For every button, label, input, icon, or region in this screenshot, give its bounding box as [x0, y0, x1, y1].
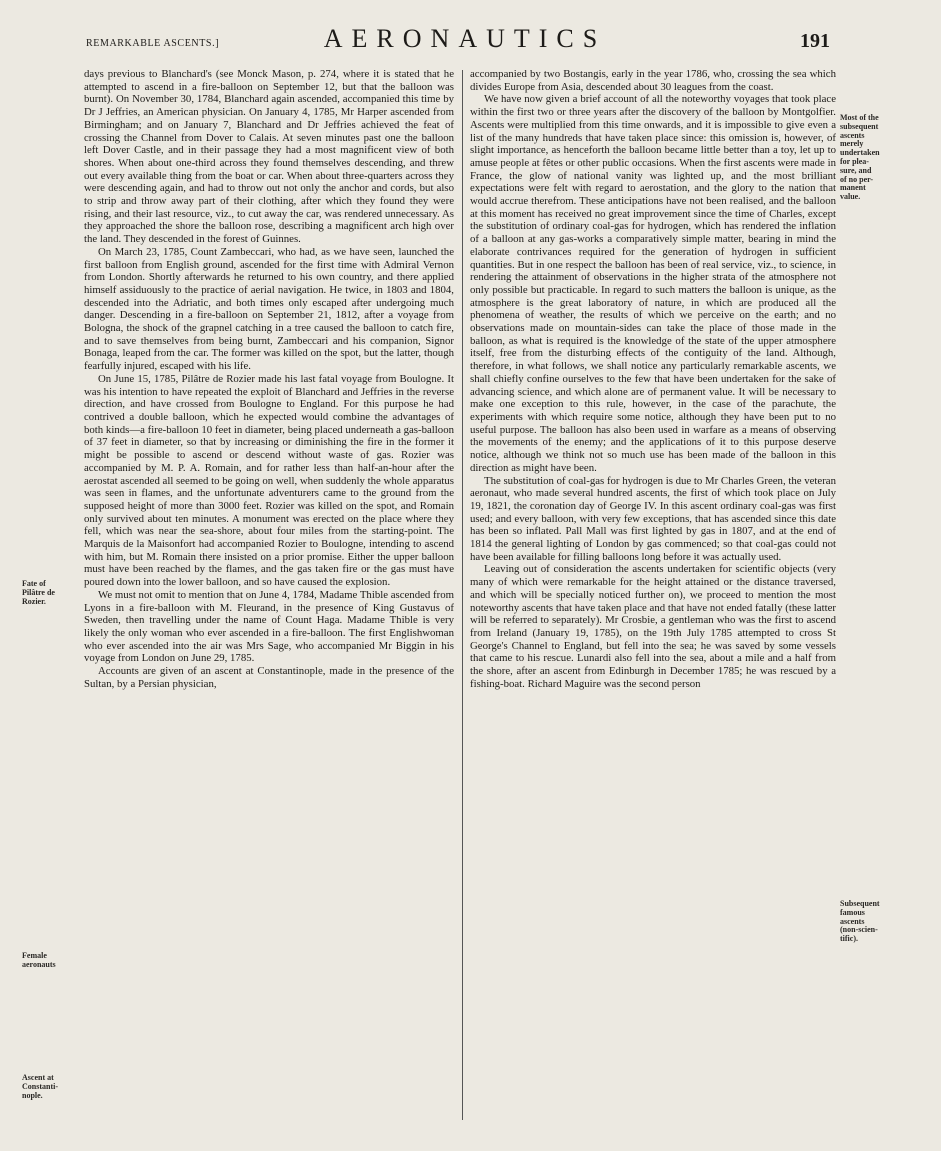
page-number: 191 — [800, 30, 830, 52]
paragraph: The substitution of coal-gas for hydrogen is due to Mr Charles Green, the veteran aeronaut, who made several hundred ascents, the first of which took place on July 19, 1821, the coronation day of George IV. In this ascent ordinary coal-gas was first used; and every balloon, with very few exceptions, that has ascended since this date has been so inflated. Pall Mall was first lighted by gas in 1807, and at the end of 1814 the general lighting of London by gas commenced; so that coal-gas could not have been available for filling balloons long before it was actually used. — [470, 474, 836, 563]
paragraph: Leaving out of consideration the ascents undertaken for scientific objects (very many of which were remarkable for the height attained or the distance traversed, and which will be specially noticed further on), we proceed to mention the most noteworthy ascents that have taken place and that have not ended fatally (these latter will be referred to separately). Mr Crosbie, a gentleman who was the first to ascend from Ireland (January 19, 1785), on the 19th July 1785 attempted to cross St George's Channel to England, but fell into the sea; he was saved by some vessels that came to his rescue. Lunardi also fell into the sea, about a mile and a half from the shore, after an ascent from Edinburgh in December 1785; he was rescued by a fishing-boat. Richard Maguire was the second person — [470, 563, 836, 690]
paragraph: Accounts are given of an ascent at Constantinople, made in the presence of the Sultan, by a Persian physician, — [84, 665, 454, 690]
running-title: REMARKABLE ASCENTS.] — [86, 38, 220, 49]
paragraph: accompanied by two Bostangis, early in the year 1786, who, crossing the sea which divides Europe from Asia, descended about 30 leagues from the coast. — [470, 68, 836, 93]
paragraph: We must not omit to mention that on June 4, 1784, Madame Thible ascended from Lyons in a fire-balloon with M. Fleurand, in the presence of King Gustavus of Sweden, then travelling under the name of Count Haga. Madame Thible is very likely the only woman who ever ascended in a fire-balloon. The first Englishwoman who ever ascended into the air was Mrs Sage, who accompanied Mr Biggin in his voyage from London on June 29, 1785. — [84, 588, 454, 665]
margin-note-female-aeronauts: Female aeronauts — [22, 951, 56, 969]
right-column — [470, 68, 836, 1148]
paragraph: We have now given a brief account of all the noteworthy voyages that took place within the first two or three years after the discovery of the balloon by Montgolfier. Ascents were multiplied from this time onwards, and it is impossible to give even a list of the many hundreds that have taken place since: this omission is, however, of slight importance, as henceforth the balloon became little better than a toy, let up to amuse people at fêtes or other public occasions. When the first ascents were made in France, the glow of national vanity was lighted up, and the most brilliant expectations were felt with regard to aerostation, and the glory to the nation that would accrue therefrom. These anticipations have not been realised, and the balloon at this moment has received no great improvement since the time of Charles, except the substitution of ordinary coal-gas for hydrogen, which has rendered the inflation of a balloon at any gas-works a comparatively simple matter, bearing in mind the elaborate contrivances required for the generation of hydrogen in sufficient quantities. But in one respect the balloon has been of real service, viz., to science, in rendering the attainment of observations in the higher strata of the atmosphere not only possible but practicable. In regard to such matters the balloon is unique, as the atmosphere is the great laboratory of nature, in which are produced all the phenomena of weather, the results of which we perceive on the earth; and no observations made on mountain-sides can take the place of those made in the balloon, as what is required is the knowledge of the state of the upper atmosphere itself, free from the disturbing effects of the contiguity of the land. Although, therefore, in what follows, we shall notice any particularly remarkable ascents, we shall chiefly confine ourselves to the few that have been undertaken for the sake of advancing science, and which alone are of permanent value. It will be necessary to make one exception to this rule, however, in the case of the parachute, the experiments with which require some notice, although they have been put to no useful purpose. The balloon has also been used in warfare as a means of observing the movements of the enemy; and the applications of it to this purpose deserve notice, although we think not so much use has been made of the balloon in this direction as might have been. — [470, 93, 836, 474]
margin-note-subsequent-ascents: Most of the subsequent ascents merely undertaken for plea- sure, and of no per- manent value. — [840, 113, 880, 202]
paragraph: On March 23, 1785, Count Zambeccari, who had, as we have seen, launched the first balloon from English ground, ascended for the first time with Admiral Vernon from London. Shortly afterwards he returned to his own country, and there applied himself assiduously to the practice of aerial navigation. He twice, in 1803 and 1804, descended into the Adriatic, and both times only escaped after undergoing much danger. Descending in a fire-balloon on September 21, 1812, after a voyage from Bologna, the shock of the grapnel catching in a tree caused the balloon to catch fire, and to save themselves from being burnt, Zambeccari and his companion, Signor Bonaga, leaped from the car. The former was killed on the spot, but the latter, though fearfully injured, escaped with his life. — [84, 245, 454, 373]
left-column — [84, 68, 454, 1148]
margin-note-fate-of-rozier: Fate of Pilâtre de Rozier. — [22, 579, 55, 606]
column-divider — [462, 70, 463, 1120]
margin-note-famous-ascents: Subsequent famous ascents (non-scien- tific). — [840, 899, 880, 944]
paragraph: On June 15, 1785, Pilâtre de Rozier made his last fatal voyage from Boulogne. It was his intention to have repeated the exploit of Blanchard and Jeffries in the reverse direction, and have crossed from Boulogne to England. For this purpose he had contrived a double balloon, which he expected would combine the advantages of both kinds—a fire-balloon 10 feet in diameter, being placed underneath a gas-balloon of 37 feet in diameter, so that by increasing or diminishing the fire in the former it might be possible to ascend or descend without waste of gas. Rozier was accompanied by M. P. A. Romain, and for rather less than half-an-hour after the aerostat ascended all seemed to be going on well, when suddenly the whole apparatus was seen in flames, and the unfortunate adventurers came to the ground from the supposed height of more than 3000 feet. Rozier was killed on the spot, and Romain only survived about ten minutes. A monument was erected on the place where they fell, which was near the sea-shore, about four miles from the starting-point. The Marquis de la Maisonfort had accompanied Rozier to Boulogne, intending to ascend with him, but M. Romain there insisted on a prior promise. Either the upper balloon must have been reached by the flames, and the gas taken fire or the gas must have poured down into the lower balloon, and so have caused the explosion. — [84, 372, 454, 589]
page-title: AERONAUTICS — [323, 24, 607, 53]
paragraph: days previous to Blanchard's (see Monck Mason, p. 274, where it is stated that he attempted to ascend in a fire-balloon on September 12, but that the balloon was burnt). On November 30, 1784, Blanchard again ascended, accompanied this time by Dr J Jeffries, an American physician. On January 4, 1785, Mr Harper ascended from Birmingham; and on January 7, Blanchard and Dr Jeffries achieved the feat of crossing the Channel from Dover to Calais. At seven minutes past one the balloon left Dover Castle, and in their passage they had a most magnificent view of both shores. When about one-third across they found themselves descending, and threw out every available thing from the boat or car. When about three-quarters across they were descending again, and had to throw out not only the anchor and cords, but also to strip and throw away part of their clothing, after which they found they were rising, and their last resource, viz., to cut away the car, was rendered unnecessary. As they approached the shore the balloon rose, describing a magnificent arch high over the land. They descended in the forest of Guinnes. — [84, 68, 454, 246]
margin-note-ascent-constantinople: Ascent at Constanti- nople. — [22, 1073, 59, 1100]
